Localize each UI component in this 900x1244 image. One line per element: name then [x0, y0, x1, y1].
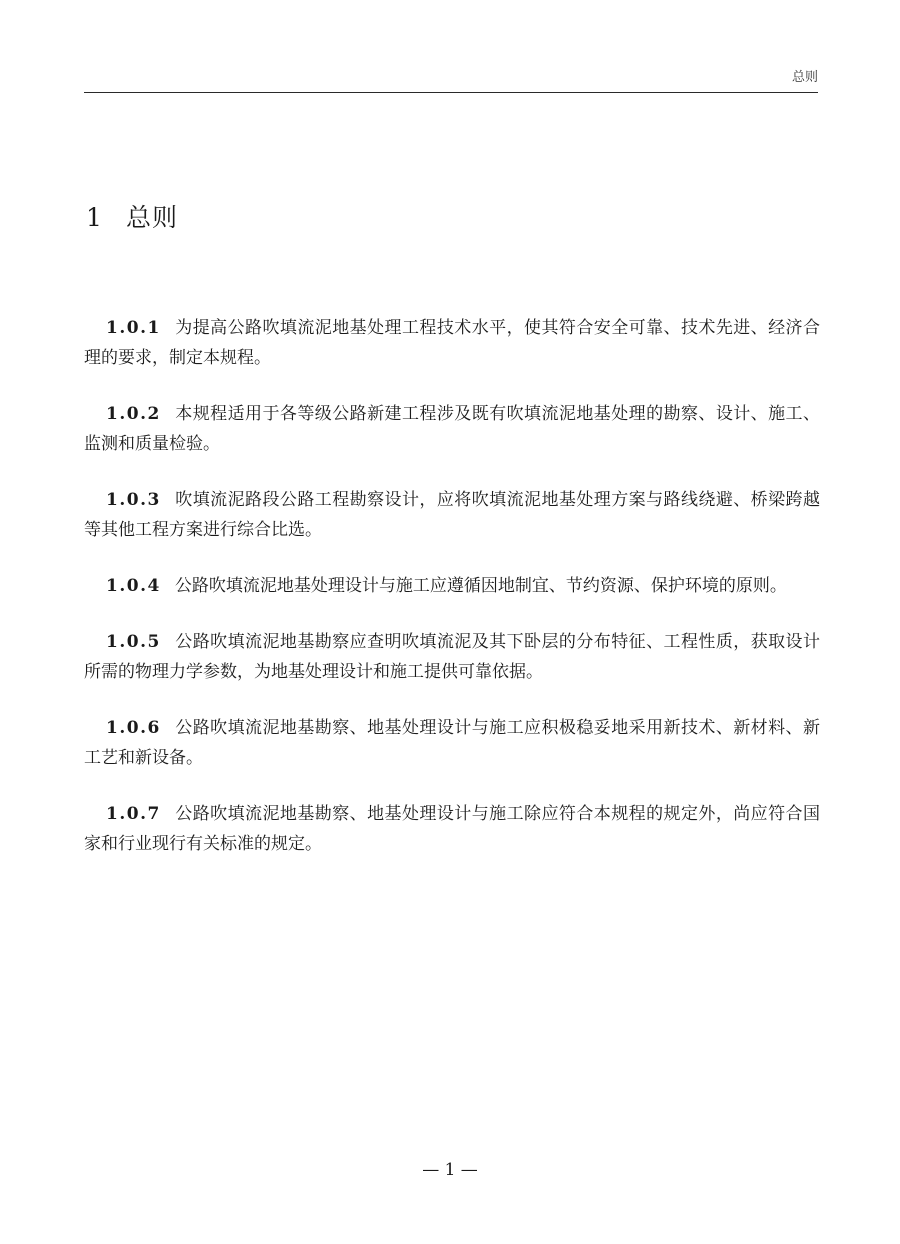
clause-number: 1.0.1 — [106, 318, 161, 338]
clause-1-0-6 — [84, 713, 820, 773]
clause-1-0-5 — [84, 627, 820, 687]
clause-number: 1.0.7 — [106, 804, 161, 824]
running-header-title: 总则 — [791, 70, 818, 85]
page-number: — 1 — — [422, 1160, 478, 1180]
clause-text: 公路吹填流泥地基勘察、地基处理设计与施工应积极稳妥地采用新技术、新材料、新工艺和新设备。 — [84, 718, 820, 768]
running-header — [84, 64, 818, 93]
clause-number: 1.0.5 — [106, 632, 161, 652]
clause-1-0-2 — [84, 399, 820, 459]
clause-1-0-1 — [84, 313, 820, 373]
clause-text: 公路吹填流泥地基勘察应查明吹填流泥及其下卧层的分布特征、工程性质，获取设计所需的物理力学参数，为地基处理设计和施工提供可靠依据。 — [84, 632, 820, 682]
clause-text: 本规程适用于各等级公路新建工程涉及既有吹填流泥地基处理的勘察、设计、施工、监测和质量检验。 — [84, 404, 820, 454]
clause-1-0-3 — [84, 485, 820, 545]
clause-text: 吹填流泥路段公路工程勘察设计，应将吹填流泥地基处理方案与路线绕避、桥梁跨越等其他工程方案进行综合比选。 — [84, 490, 820, 540]
chapter-heading — [86, 198, 178, 234]
clause-text: 公路吹填流泥地基勘察、地基处理设计与施工除应符合本规程的规定外，尚应符合国家和行业现行有关标准的规定。 — [84, 804, 820, 854]
clause-1-0-7 — [84, 799, 820, 859]
clause-text: 公路吹填流泥地基处理设计与施工应遵循因地制宜、节约资源、保护环境的原则。 — [174, 576, 787, 596]
clause-number: 1.0.6 — [106, 718, 161, 738]
clause-number: 1.0.4 — [106, 576, 161, 596]
clause-number: 1.0.2 — [106, 404, 161, 424]
chapter-number: 1 — [86, 203, 103, 232]
chapter-title: 总则 — [126, 203, 179, 232]
clause-1-0-4 — [84, 571, 820, 601]
clause-text: 为提高公路吹填流泥地基处理工程技术水平，使其符合安全可靠、技术先进、经济合理的要求，制定本规程。 — [84, 318, 820, 368]
clause-list — [84, 313, 820, 885]
clause-number: 1.0.3 — [106, 490, 161, 510]
